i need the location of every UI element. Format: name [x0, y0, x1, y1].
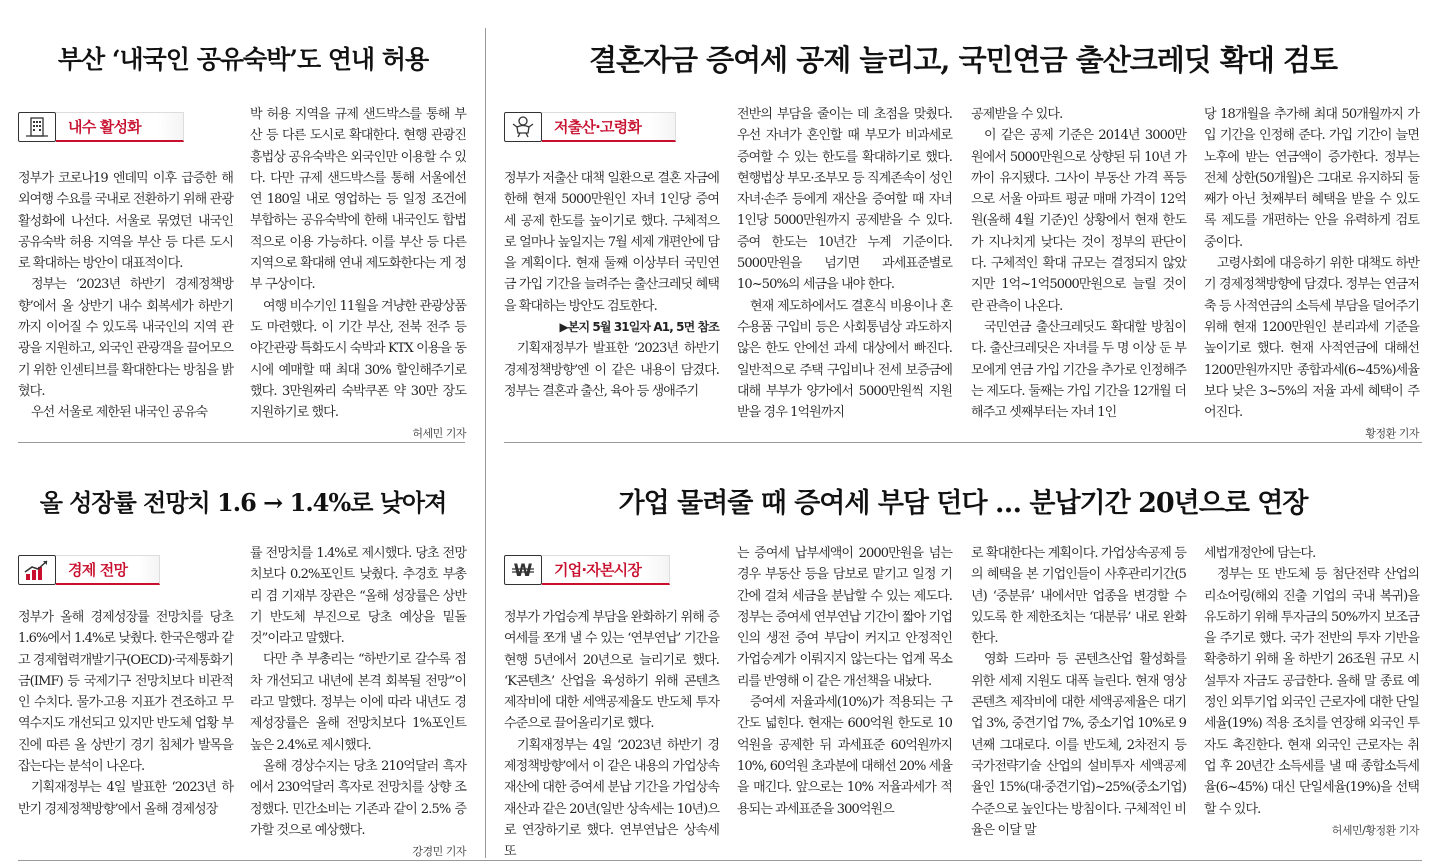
paragraph: 정부가 가업승계 부담을 완화하기 위해 증여세를 쪼개 낼 수 있는 ‘연부연납’ 기간을 현행 5년에서 20년으로 늘리기로 했다. ‘K콘텐츠’ 산업을 육성하기 위해 콘텐츠 제작비에 대한 세액공제율도 반도체 투자 수준으로 끌어올리기로 했다.	[504, 610, 719, 732]
paragraph: 올해 경상수지는 당초 210억달러 흑자에서 230억달러 흑자로 전망치를 상향 조정했다. 민간소비는 기존과 같이 2.5% 증가할 것으로 예상했다.	[250, 758, 466, 838]
byline: 황정환 기자	[1365, 427, 1419, 441]
divider-top-left	[18, 442, 465, 443]
headline: 부산 ‘내국인 공유숙박’도 연내 허용	[57, 45, 429, 74]
article-column-3	[971, 543, 1186, 842]
paragraph: 우선 서울로 제한된 내국인 공유숙	[31, 405, 208, 421]
paragraph: 당 18개월을 추가해 최대 50개월까지 가입 기간을 인정해 준다. 가입 기간이 늘면 노후에 받는 연금액이 증가한다. 정부는 전체 상한(50개월)은 그대로 유지하되 둘째가 아닌 첫째부터 혜택을 받을 수 있도록 제도를 개편하는 안을 유력하게 검토 중이다.	[1204, 107, 1419, 250]
paragraph: 정부가 코로나19 엔데믹 이후 급증한 해외여행 수요를 국내로 전환하기 위해 관광 활성화에 나선다. 서울로 묶였던 내국인 공유숙박 허용 지역을 부산 등 다른 도시로 확대하는 방안이 대표적이다.	[18, 171, 233, 272]
article-column-4	[1204, 543, 1419, 842]
section-label	[18, 112, 184, 142]
svg-text:W: W	[513, 561, 533, 581]
reference-note: ▶본지 5월 31일자 A1, 5면 참조	[559, 320, 719, 335]
paragraph: 다만 추 부총리는 “하반기로 갈수록 점차 개선되고 내년에 본격 회복될 전망”이라고 말했다. 정부는 이에 따라 내년도 경제성장률은 올해 전망치보다 1%포인트 높은 2.4%로 제시했다.	[250, 652, 466, 753]
paragraph: 이 같은 공제 기준은 2014년 3000만원에서 5000만원으로 상향된 뒤 10년 가까이 유지됐다. 그사이 부동산 가격 폭등으로 서울 아파트 평균 매매 가격이 12억원(올해 4월 기준)인 상황에서 현재 한도가 지나치게 낮다는 것이 정부의 판단이다. 구체적인 확대 규모는 결정되지 않았지만 1억~1억5000만원으로 늘릴 것이란 관측이 나온다.	[971, 128, 1186, 314]
section-label-text: 경제 전망	[56, 555, 160, 585]
won-icon	[504, 555, 542, 585]
article-column-2	[250, 104, 466, 441]
article-column-4	[1204, 104, 1419, 441]
paragraph: 기획재정부는 4일 ‘2023년 하반기 경제정책방향’에서 이 같은 내용의 가업상속재산에 대한 증여세 분납 기간을 가업상속재산과 같은 20년(일반 상속세는 10년)으로 연장하기로 했다. 연부연납은 상속세 또	[504, 737, 719, 860]
article-column-2	[737, 543, 952, 842]
byline: 허세민/황정환 기자	[1331, 823, 1419, 837]
article-column-1	[18, 607, 233, 842]
article-inheritance-tax	[504, 445, 1422, 860]
paragraph: 정부가 올해 경제성장률 전망치를 당초 1.6%에서 1.4%로 낮췄다. 한국은행과 같고 경제협력개발기구(OECD)·국제통화기금(IMF) 등 국제기구 전망치보다 비관적인 수치다. 물가·고용 지표가 견조하고 무역수지도 개선되고 있지만 반도체 업황 부진에 따른 올 상반기 경기 침체가 발목을 잡는다는 분석이 나온다.	[18, 610, 233, 775]
article-column-1	[18, 168, 233, 426]
byline: 허세민 기자	[412, 427, 466, 441]
article-column-2	[737, 104, 952, 424]
paragraph: 증여세 저율과세(10%)가 적용되는 구간도 넓힌다. 현재는 600억원 한도로 10억원을 공제한 뒤 과세표준 60억원까지 10%, 60억원 초과분에 대해선 20% 세율을 매긴다. 앞으로는 10% 저율과세가 적용되는 과세표준을 300억원으	[737, 695, 952, 817]
divider-top-right	[504, 442, 1422, 443]
building-icon	[18, 112, 56, 142]
article-growth-outlook	[18, 445, 468, 860]
paragraph: 현재 제도하에서도 결혼식 비용이나 혼수용품 구입비 등은 사회통념상 과도하지 않은 한도 안에선 과세 대상에서 빠진다. 일반적으로 주택 구입비나 전세 보증금에 대해 부부가 양가에서 5000만원씩 지원받을 경우 1억원까지	[737, 298, 952, 421]
article-marriage-tax	[504, 0, 1422, 440]
paragraph: 국민연금 출산크레딧도 확대할 방침이다. 출산크레딧은 자녀를 두 명 이상 둔 부모에게 연금 가입 기간을 추가로 인정해주는 제도다. 둘째는 가입 기간을 12개월 더해주고 셋째부터는 자녀 1인	[971, 319, 1186, 421]
section-label-text: 내수 활성화	[56, 112, 184, 142]
section-label	[504, 555, 670, 585]
headline: 올 성장률 전망치 1.6 → 1.4%로 낮아져	[39, 488, 447, 517]
section-label-text: 저출산·고령화	[542, 112, 676, 142]
paragraph: 정부는 또 반도체 등 첨단전략 산업의 리쇼어링(해외 진출 기업의 국내 복귀)을 유도하기 위해 투자금의 50%까지 보조금을 주기로 했다. 국가 전반의 투자 기반을 확충하기 위해 올 하반기 26조원 규모 시설투자 자금도 공급한다. 올해 말 종료 예정인 외투기업 외국인 근로자에 대한 단일세율(19%) 적용 조치를 연장해 외국인 투자도 촉진한다. 현재 외국인 근로자는 취업 후 20년간 소득세를 낼 때 종합소득세율(6~45%) 대신 단일세율(19%)을 선택할 수 있다.	[1204, 567, 1419, 817]
headline: 가업 물려줄 때 증여세 부담 던다 … 분납기간 20년으로 연장	[618, 488, 1308, 519]
article-column-2	[250, 543, 466, 859]
article-column-1	[504, 168, 719, 424]
paragraph: 전반의 부담을 줄이는 데 초점을 맞췄다. 우선 자녀가 혼인할 때 부모가 비과세로 증여할 수 있는 한도를 확대하기로 했다. 현행법상 부모·조부모 등 직계존속이 성인 자녀·손주 등에게 재산을 증여할 때 자녀 1인당 5000만원까지 공제받을 수 있다. 증여 한도는 10년간 누계 기준이다. 5000만원을 넘기면 과세표준별로 10~50%의 세금을 내야 한다.	[737, 107, 952, 293]
paragraph: 고령사회에 대응하기 위한 대책도 하반기 경제정책방향에 담겼다. 정부는 연금저축 등 사적연금의 소득세 부담을 덜어주기 위해 현재 1200만원인 분리과세 기준을 높이기로 했다. 현재 사적연금에 대해선 1200만원까지만 종합과세(6~45%)세율보다 낮은 3~5%의 저율 과세 혜택이 주어진다.	[1204, 256, 1419, 421]
article-column-3	[971, 104, 1186, 424]
paragraph: 세법개정안에 담는다.	[1204, 546, 1316, 561]
paragraph: 여행 비수기인 11월을 겨냥한 관광상품도 마련했다. 이 기간 부산, 전북 전주 등 야간관광 특화도시 숙박과 KTX 이용을 동시에 예매할 때 최대 30% 할인해주기로 했다. 3만원짜리 숙박쿠폰 약 30만 장도 지원하기로 했다.	[250, 298, 466, 421]
paragraph: 률 전망치를 1.4%로 제시했다. 당초 전망치보다 0.2%포인트 낮췄다. 추경호 부총리 겸 기재부 장관은 “올해 성장률은 상반기 반도체 부진으로 당초 예상을 밑돌 것”이라고 말했다.	[250, 546, 466, 647]
section-label	[18, 555, 160, 585]
growth-chart-icon	[18, 555, 56, 585]
section-label-text: 기업·자본시장	[542, 555, 670, 585]
article-column-1	[504, 607, 719, 860]
paragraph: 로 확대한다는 계획이다. 가업상속공제 등의 혜택을 본 기업인들이 사후관리기간(5년) ‘중분류’ 내에서만 업종을 변경할 수 있도록 한 제한조치는 ‘대분류’ 내로 완화한다.	[971, 546, 1186, 647]
paragraph: 기획재정부는 4일 발표한 ‘2023년 하반기 경제정책방향’에서 올해 경제성장	[18, 780, 233, 817]
paragraph: 공제받을 수 있다.	[971, 107, 1063, 122]
paragraph: 박 허용 지역을 규제 샌드박스를 통해 부산 등 다른 도시로 확대한다. 현행 관광진흥법상 공유숙박은 외국인만 이용할 수 있다. 다만 규제 샌드박스를 통해 서울에선 연 180일 내로 영업하는 등 일정 조건에 부합하는 공유숙박에 한해 내국인도 합법적으로 이용 가능하다. 이를 부산 등 다른 지역으로 확대해 연내 제도화한다는 게 정부 구상이다.	[250, 107, 466, 293]
paragraph: 영화 드라마 등 콘텐츠산업 활성화를 위한 세제 지원도 대폭 늘린다. 현재 영상콘텐츠 제작비에 대한 세액공제율은 대기업 3%, 중견기업 7%, 중소기업 10%로 9년째 그대로다. 이를 반도체, 2차전지 등 국가전략기술 산업의 설비투자 세액공제율인 15%(대·중견기업)~25%(중소기업) 수준으로 높인다는 방침이다. 구체적인 비율은 이달 말	[971, 652, 1186, 838]
column-divider-vertical	[485, 28, 486, 858]
paragraph: 는 증여세 납부세액이 2000만원을 넘는 경우 부동산 등을 담보로 맡기고 일정 기간에 걸쳐 세금을 분납할 수 있는 제도다. 정부는 증여세 연부연납 기간이 짧아 기업인의 생전 증여 부담이 커지고 안정적인 가업승계가 이뤄지지 않는다는 업계 목소리를 반영해 이 같은 개선책을 내놨다.	[737, 546, 952, 689]
section-label	[504, 112, 676, 142]
headline: 결혼자금 증여세 공제 늘리고, 국민연금 출산크레딧 확대 검토	[588, 43, 1338, 77]
divider-bottom	[18, 860, 1422, 861]
article-tourism	[18, 0, 468, 440]
baby-icon	[504, 112, 542, 142]
paragraph: 기획재정부가 발표한 ‘2023년 하반기 경제정책방향’엔 이 같은 내용이 담겼다. 정부는 결혼과 출산, 육아 등 생애주기	[504, 341, 719, 399]
paragraph: 정부가 저출산 대책 일환으로 결혼 자금에 한해 현재 5000만원인 자녀 1인당 증여세 공제 한도를 높이기로 했다. 구체적으로 얼마나 높일지는 7월 세제 개편안에 담을 계획이다. 현재 둘째 이상부터 국민연금 가입 기간을 늘려주는 출산크레딧 혜택을 확대하는 방안도 검토한다.	[504, 171, 719, 314]
paragraph: 정부는 ‘2023년 하반기 경제정책방향’에서 올 상반기 내수 회복세가 하반기까지 이어질 수 있도록 내국인의 지역 관광을 지원하고, 외국인 관광객을 끌어모으기 위한 인센티브를 확대한다는 방침을 밝혔다.	[18, 277, 233, 399]
byline: 강경민 기자	[412, 845, 466, 859]
